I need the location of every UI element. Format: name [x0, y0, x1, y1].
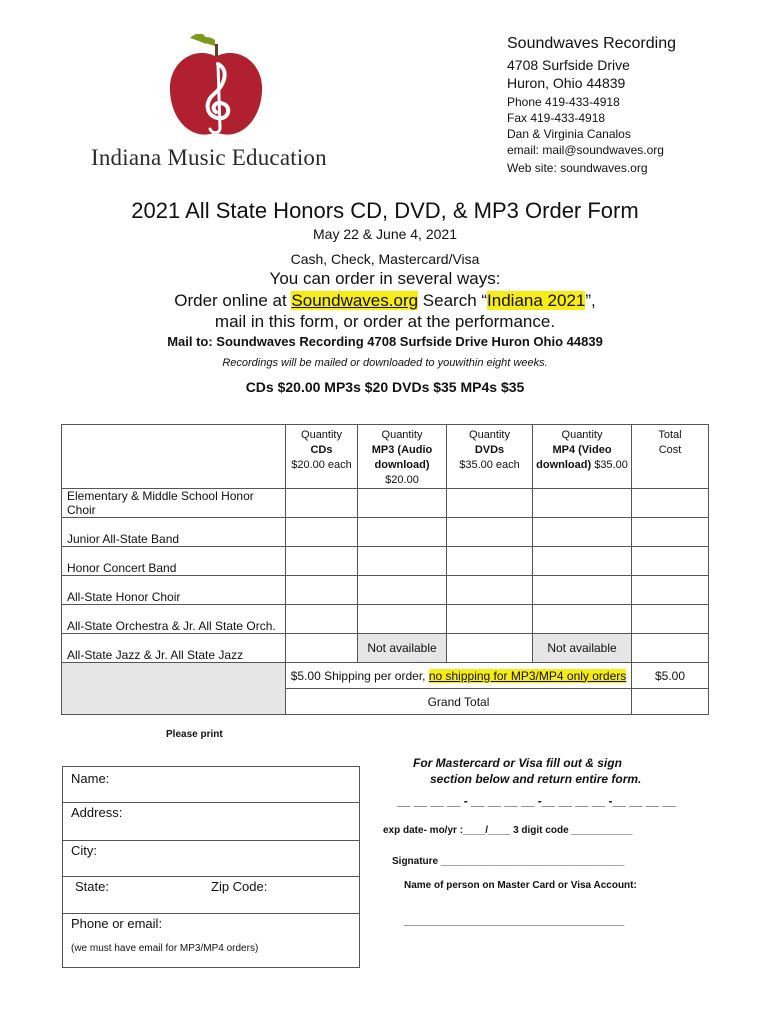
- address-input[interactable]: [130, 803, 356, 839]
- header-blank: [62, 425, 286, 489]
- row-label: All-State Orchestra & Jr. All State Orch.: [62, 605, 286, 634]
- city-input[interactable]: [110, 841, 356, 875]
- col-header-dvds: Quantity DVDs $35.00 each: [447, 425, 533, 489]
- col-header-mp4: Quantity MP4 (Video download) $35.00: [533, 425, 632, 489]
- phone-email-input[interactable]: [170, 914, 356, 938]
- grand-total-label: Grand Total: [286, 689, 632, 715]
- mp3-not-available: Not available: [358, 634, 447, 663]
- row-label: All-State Honor Choir: [62, 576, 286, 605]
- signature-field[interactable]: Signature _________________________________: [392, 856, 625, 867]
- vendor-address: [507, 34, 676, 176]
- vendor-name: Soundwaves Recording: [507, 35, 676, 52]
- row-label: Junior All-State Band: [62, 518, 286, 547]
- table-row: [62, 634, 709, 663]
- vendor-fax: Fax 419-433-4918: [507, 111, 606, 125]
- shipping-cost: $5.00: [632, 663, 709, 689]
- qty-cds-input[interactable]: [286, 489, 358, 518]
- state-label: State:: [75, 879, 109, 894]
- mail-note: Recordings will be mailed or downloaded to youwithin eight weeks.: [222, 357, 548, 369]
- card-instructions-1: For Mastercard or Visa fill out & sign: [413, 756, 622, 770]
- qty-mp4-input[interactable]: [533, 518, 632, 547]
- table-row: [62, 547, 709, 576]
- mail-to-address: Mail to: Soundwaves Recording 4708 Surfside Drive Huron Ohio 44839: [167, 334, 603, 349]
- vendor-phone: Phone 419-433-4918: [507, 95, 620, 109]
- form-title: 2021 All State Honors CD, DVD, & MP3 Order Form: [131, 198, 639, 223]
- address-label: Address:: [71, 805, 123, 820]
- apple-treble-clef-icon: [160, 34, 270, 144]
- qty-mp3-input[interactable]: [358, 518, 447, 547]
- grand-total-input[interactable]: [632, 689, 709, 715]
- expiration-and-cvv-field[interactable]: exp date- mo/yr :____/____ 3 digit code ___________: [383, 825, 633, 836]
- qty-mp3-input[interactable]: [358, 576, 447, 605]
- please-print-label: Please print: [166, 729, 223, 740]
- qty-mp3-input[interactable]: [358, 547, 447, 576]
- zip-input[interactable]: [270, 877, 356, 911]
- qty-cds-input[interactable]: [286, 634, 358, 663]
- qty-dvds-input[interactable]: [447, 518, 533, 547]
- vendor-contact: Dan & Virginia Canalos: [507, 127, 631, 141]
- qty-mp4-input[interactable]: [533, 547, 632, 576]
- search-term: Indiana 2021: [487, 291, 586, 310]
- logo: [160, 34, 270, 144]
- cardholder-name-label: Name of person on Master Card or Visa Account:: [404, 880, 637, 891]
- total-cost-input[interactable]: [632, 576, 709, 605]
- shipping-row: [62, 663, 709, 689]
- qty-mp4-input[interactable]: [533, 489, 632, 518]
- total-cost-input[interactable]: [632, 489, 709, 518]
- qty-cds-input[interactable]: [286, 518, 358, 547]
- qty-mp3-input[interactable]: [358, 489, 447, 518]
- col-header-cds: Quantity CDs $20.00 each: [286, 425, 358, 489]
- phone-email-note: (we must have email for MP3/MP4 orders): [71, 943, 259, 954]
- payment-methods: Cash, Check, Mastercard/Visa: [290, 251, 480, 267]
- card-instructions-2: section below and return entire form.: [430, 772, 642, 786]
- qty-dvds-input[interactable]: [447, 605, 533, 634]
- table-header-row: [62, 425, 709, 489]
- qty-cds-input[interactable]: [286, 605, 358, 634]
- order-ways-heading: You can order in several ways:: [269, 269, 501, 288]
- soundwaves-link[interactable]: Soundwaves.org: [291, 291, 419, 310]
- table-row: [62, 605, 709, 634]
- order-online-mid: Search “: [418, 291, 488, 310]
- total-cost-input[interactable]: [632, 634, 709, 663]
- table-row: [62, 576, 709, 605]
- vendor-city: Huron, Ohio 44839: [507, 75, 626, 91]
- phone-email-label: Phone or email:: [71, 916, 163, 931]
- qty-dvds-input[interactable]: [447, 634, 533, 663]
- order-online-suffix: ”,: [585, 291, 596, 310]
- shipping-shade: [62, 663, 286, 715]
- qty-dvds-input[interactable]: [447, 547, 533, 576]
- name-input[interactable]: [130, 768, 356, 800]
- qty-cds-input[interactable]: [286, 576, 358, 605]
- total-cost-input[interactable]: [632, 605, 709, 634]
- col-header-total: Total Cost: [632, 425, 709, 489]
- city-label: City:: [71, 843, 97, 858]
- mp4-not-available: Not available: [533, 634, 632, 663]
- vendor-email: email: mail@soundwaves.org: [507, 143, 664, 157]
- total-cost-input[interactable]: [632, 547, 709, 576]
- order-table: [61, 424, 709, 715]
- order-online-prefix: Order online at: [174, 291, 292, 310]
- total-cost-input[interactable]: [632, 518, 709, 547]
- logo-name: Indiana Music Education: [91, 145, 327, 170]
- vendor-website: Web site: soundwaves.org: [507, 161, 648, 175]
- state-input[interactable]: [112, 877, 202, 911]
- qty-dvds-input[interactable]: [447, 576, 533, 605]
- row-label: All-State Jazz & Jr. All State Jazz: [62, 634, 286, 663]
- col-header-mp3: Quantity MP3 (Audio download) $20.00: [358, 425, 447, 489]
- name-label: Name:: [71, 771, 110, 786]
- order-other-ways: mail in this form, or order at the performance.: [214, 312, 556, 331]
- qty-mp4-input[interactable]: [533, 576, 632, 605]
- form-dates: May 22 & June 4, 2021: [313, 226, 457, 242]
- qty-mp3-input[interactable]: [358, 605, 447, 634]
- zip-label: Zip Code:: [211, 879, 268, 894]
- price-list: CDs $20.00 MP3s $20 DVDs $35 MP4s $35: [245, 379, 525, 395]
- table-row: [62, 489, 709, 518]
- shipping-label: $5.00 Shipping per order, no shipping for MP3/MP4 only orders: [286, 663, 632, 689]
- qty-mp4-input[interactable]: [533, 605, 632, 634]
- row-label: Elementary & Middle School Honor Choir: [62, 489, 286, 518]
- row-label: Honor Concert Band: [62, 547, 286, 576]
- cardholder-name-field[interactable]: ____________________________________: [404, 915, 625, 927]
- card-number-field[interactable]: __ __ __ __ - __ __ __ __ -__ __ __ __ -__ __ __ __: [397, 794, 676, 808]
- order-online-line: [0, 291, 770, 311]
- shipping-note: no shipping for MP3/MP4 only orders: [428, 668, 627, 683]
- vendor-street: 4708 Surfside Drive: [507, 57, 630, 73]
- qty-dvds-input[interactable]: [447, 489, 533, 518]
- table-row: [62, 518, 709, 547]
- qty-cds-input[interactable]: [286, 547, 358, 576]
